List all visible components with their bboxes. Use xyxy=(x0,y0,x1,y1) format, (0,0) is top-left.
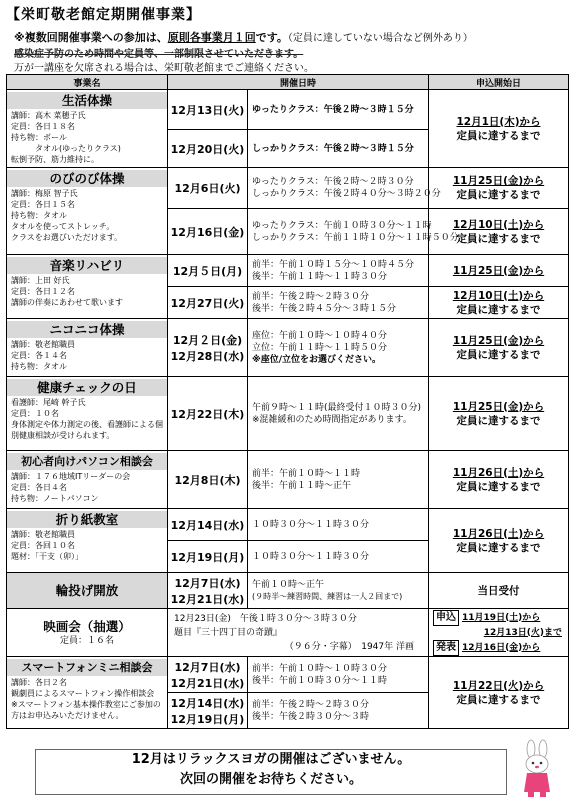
event-time: 午前１０時～正午 (９時半～練習時間、練習は一人２回まで) xyxy=(248,573,429,609)
event-time: しっかりクラス：午後２時～３時１５分 xyxy=(248,130,429,168)
event-date: 12月6日(火) xyxy=(168,168,248,209)
start-date: 11月25日(金)から xyxy=(429,255,569,287)
notice-absence: 万が一講座を欠席される場合は、栄町敬老館までご連絡ください。 xyxy=(14,63,314,74)
header-event: 事業名 xyxy=(7,75,168,90)
start-date: 12月1日(木)から 定員に達するまで xyxy=(429,90,569,168)
header-start: 申込開始日 xyxy=(429,75,569,90)
event-time: １０時３０分～１１時３０分 xyxy=(248,541,429,573)
table-row xyxy=(7,573,569,609)
start-date: 12月10日(土)から 定員に達するまで xyxy=(429,287,569,319)
event-time: 12月23日(金) 午後１時３０分～３時３０分 題目『三十四丁目の奇蹟』 （９６分・字幕） 1947年 洋画 xyxy=(168,609,429,657)
event-date: 12月５日(月) xyxy=(168,255,248,287)
event-date: 12月19日(月) xyxy=(168,541,248,573)
start-date: 11月25日(金)から 定員に達するまで xyxy=(429,168,569,209)
event-time: 前半：午後２時～２時３０分 後半：午後２時４５分～３時１５分 xyxy=(248,287,429,319)
start-date: 12月10日(土)から 定員に達するまで xyxy=(429,209,569,255)
event-time: １０時３０分～１１時３０分 xyxy=(248,509,429,541)
event-kenko: 健康チェックの日 看護師：尾崎 幹子氏 定員：１０名 身体測定や体力測定の後、看護師による個別健康相談が受けられます。 xyxy=(7,377,168,451)
start-date: 11月25日(金)から 定員に達するまで xyxy=(429,377,569,451)
event-date: 12月7日(水) 12月21日(水) xyxy=(168,657,248,693)
event-pasokon: 初心者向けパソコン相談会 講師：１７６地域ITリーダーの会 定員：各日４名 持ち物：ノートパソコン xyxy=(7,451,168,509)
event-wanage: 輪投げ開放 xyxy=(7,573,168,609)
table-row xyxy=(7,168,569,209)
event-time: ゆったりクラス：午後２時～３時１５分 xyxy=(248,90,429,130)
event-seikatsu: 生活体操 講師：高木 菜穂子氏 定員：各日１８名 持ち物：ボール タオル(ゆったりクラス) 転倒予防、筋力維持に。 xyxy=(7,90,168,168)
table-row xyxy=(7,255,569,287)
event-date: 12月7日(水) 12月21日(水) xyxy=(168,573,248,609)
event-date: 12月14日(水) xyxy=(168,509,248,541)
table-row xyxy=(7,657,569,693)
rabbit-icon xyxy=(514,740,560,798)
event-date: 12月8日(木) xyxy=(168,451,248,509)
event-time: 座位：午前１０時～１０時４０分 立位：午前１１時～１１時５０分 ※座位/立位をお選びください。 xyxy=(248,319,429,377)
event-date: 12月14日(水) 12月19日(月) xyxy=(168,693,248,729)
table-row xyxy=(7,609,569,657)
event-date: 12月27日(火) xyxy=(168,287,248,319)
event-date: 12月16日(金) xyxy=(168,209,248,255)
schedule-table xyxy=(6,74,569,729)
table-row xyxy=(7,319,569,377)
table-row xyxy=(7,90,569,130)
start-date: 11月22日(火)から 定員に達するまで xyxy=(429,657,569,729)
table-row xyxy=(7,509,569,541)
table-row xyxy=(7,377,569,451)
event-time: 前半：午後２時～２時３０分 後半：午後２時３０分～３時 xyxy=(248,693,429,729)
event-date: 12月13日(火) xyxy=(168,90,248,130)
event-date: 12月20日(火) xyxy=(168,130,248,168)
event-time: 前半：午前１０時～１１時 後半：午前１１時～正午 xyxy=(248,451,429,509)
event-time: ゆったりクラス：午後２時～２時３０分 しっかりクラス：午後２時４０分～３時２０分 xyxy=(248,168,429,209)
event-eiga: 映画会（抽選） 定員：１６名 xyxy=(7,609,168,657)
event-date: 12月２日(金) 12月28日(水) xyxy=(168,319,248,377)
notice-rule: ※複数回開催事業への参加は、原則各事業月１回です。（定員に達していない場合など例外あり） xyxy=(14,31,473,44)
start-date: 11月26日(土)から 定員に達するまで xyxy=(429,509,569,573)
header-date: 開催日時 xyxy=(168,75,429,90)
start-date: 当日受付 xyxy=(429,573,569,609)
yoga-notice-banner: 12月はリラックスヨガの開催はございません。 次回の開催をお待ちください。 xyxy=(35,749,507,795)
page-title: 【栄町敬老館定期開催事業】 xyxy=(6,7,201,23)
event-ongaku: 音楽リハビリ 講師：上田 好氏 定員：各日１２名 講師の伴奏にあわせて歌います xyxy=(7,255,168,319)
table-row xyxy=(7,451,569,509)
event-nikoniko: ニコニコ体操 講師：敬老館職員 定員：各１４名 持ち物：タオル xyxy=(7,319,168,377)
start-date: 申込 11月19日(土)から 12月13日(火)まで 発表 12月16日(金)から xyxy=(429,609,569,657)
start-date: 11月25日(金)から 定員に達するまで xyxy=(429,319,569,377)
event-origami: 折り紙教室 講師：敬老館職員 定員：各回１０名 題材：「干支（卯）」 xyxy=(7,509,168,573)
event-time: 前半：午前１０時１５分～１０時４５分 後半：午前１１時～１１時３０分 xyxy=(248,255,429,287)
event-name: 生活体操 xyxy=(7,92,167,109)
table-header xyxy=(7,75,569,90)
event-smartphone: スマートフォンミニ相談会 講師：各日２名 観劇員によるスマートフォン操作相談会 ※スマートフォン基本操作教室にご参加の方はお申込みいただけません。 xyxy=(7,657,168,729)
event-time: 前半：午前１０時～１０時３０分 後半：午前１０時３０分～１１時 xyxy=(248,657,429,693)
notice-infection: 感染症予防のため時間や定員等、一部制限させていただきます。 xyxy=(14,49,304,60)
event-time: 午前９時～１１時(最終受付１０時３０分) ※混雑緩和のため時間指定があります。 xyxy=(248,377,429,451)
event-time: ゆったりクラス：午前１０時３０分～１１時 しっかりクラス：午前１１時１０分～１１時５０分 xyxy=(248,209,429,255)
event-nobinobi: のびのび体操 講師：梅原 智子氏 定員：各日１５名 持ち物：タオル タオルを使ってストレッチ。 クラスをお選びいただけます。 xyxy=(7,168,168,255)
event-date: 12月22日(木) xyxy=(168,377,248,451)
start-date: 11月26日(土)から 定員に達するまで xyxy=(429,451,569,509)
